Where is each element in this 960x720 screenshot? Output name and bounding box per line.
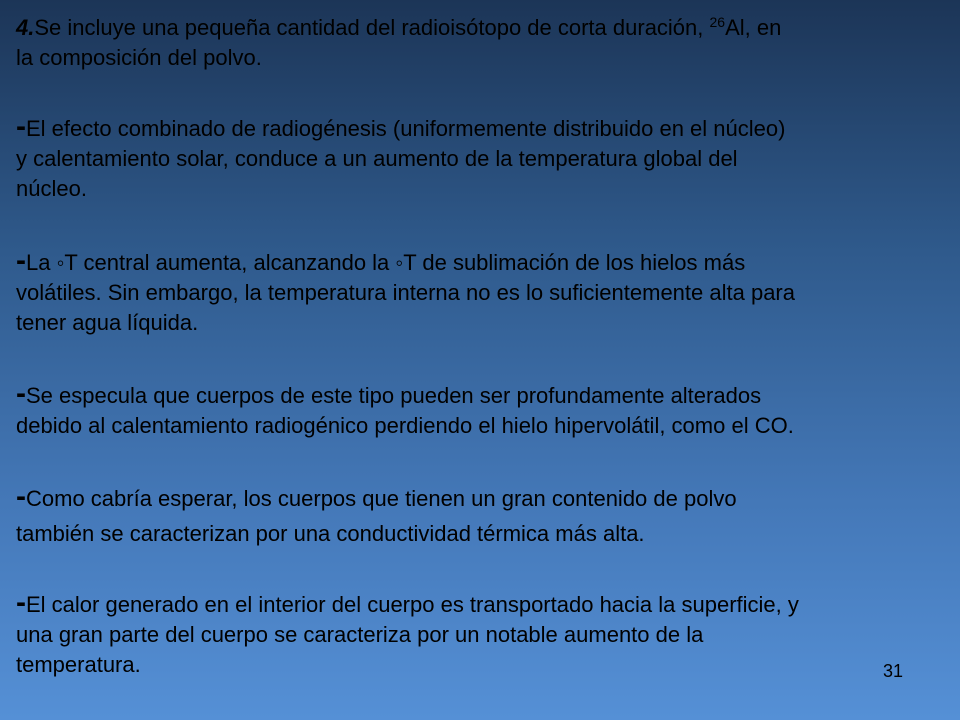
paragraph-3-line-1-text: La ◦T central aumenta, alcanzando la ◦T de sublimación de los hielos más — [26, 250, 746, 275]
paragraph-2-line-3: núcleo. — [16, 176, 87, 201]
page-number: 31 — [883, 661, 904, 681]
paragraph-2-line-1 — [16, 110, 960, 144]
paragraph-1 — [16, 13, 960, 73]
isotope-mass-number: 26 — [709, 14, 726, 30]
paragraph-3-line-1 — [16, 244, 960, 278]
paragraph-5 — [16, 480, 960, 549]
paragraph-3-line-2: volátiles. Sin embargo, la temperatura interna no es lo suficientemente alta para — [16, 280, 795, 305]
paragraph-2-line-1-text: El efecto combinado de radiogénesis (uniformemente distribuido en el núcleo) — [26, 116, 786, 141]
paragraph-1-line-2: la composición del polvo. — [16, 45, 262, 70]
paragraph-6-marker: - — [16, 586, 26, 619]
paragraph-1-line-1-tail: Al, en — [725, 15, 782, 40]
paragraph-5-line-2: también se caracterizan por una conductividad térmica más alta. — [16, 521, 645, 546]
paragraph-5-line-1-text: Como cabría esperar, los cuerpos que tienen un gran contenido de polvo — [26, 486, 737, 511]
paragraph-3-line-3: tener agua líquida. — [16, 310, 199, 335]
paragraph-6-line-1-text: El calor generado en el interior del cuerpo es transportado hacia la superficie, y — [26, 592, 799, 617]
paragraph-5-marker: - — [16, 480, 26, 513]
paragraph-4-line-2: debido al calentamiento radiogénico perdiendo el hielo hipervolátil, como el CO. — [16, 413, 794, 438]
paragraph-1-marker: 4. — [16, 15, 35, 40]
paragraph-3-marker: - — [16, 244, 26, 277]
paragraph-6-line-2: una gran parte del cuerpo se caracteriza por un notable aumento de la — [16, 622, 704, 647]
paragraph-2 — [16, 110, 960, 204]
paragraph-4-line-1 — [16, 377, 960, 411]
paragraph-6-line-1 — [16, 586, 960, 620]
paragraph-6 — [16, 586, 960, 680]
paragraph-2-marker: - — [16, 110, 26, 143]
paragraph-4 — [16, 377, 960, 441]
paragraph-4-line-1-text: Se especula que cuerpos de este tipo pueden ser profundamente alterados — [26, 383, 762, 408]
paragraph-2-line-2: y calentamiento solar, conduce a un aumento de la temperatura global del — [16, 146, 738, 171]
paragraph-4-marker: - — [16, 377, 26, 410]
paragraph-6-line-3: temperatura. — [16, 652, 141, 677]
paragraph-5-line-1 — [16, 480, 960, 519]
paragraph-1-line-1-text: Se incluye una pequeña cantidad del radioisótopo de corta duración, — [34, 15, 710, 40]
paragraph-1-line-1 — [16, 13, 960, 43]
paragraph-3 — [16, 244, 960, 338]
